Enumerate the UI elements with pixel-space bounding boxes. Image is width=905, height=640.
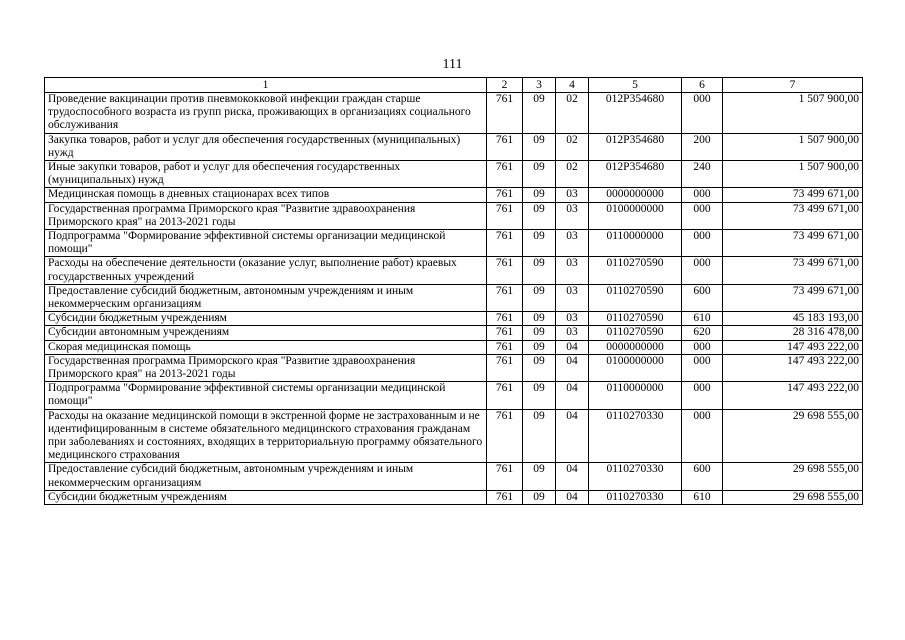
row-sum-cell: 29 698 555,00 (723, 463, 863, 490)
row-col6-cell: 000 (682, 354, 723, 381)
row-sum-cell: 29 698 555,00 (723, 490, 863, 504)
row-col4-cell: 04 (556, 409, 589, 463)
row-col2-cell: 761 (487, 312, 523, 326)
row-sum-cell: 73 499 671,00 (723, 257, 863, 284)
row-col6-cell: 000 (682, 382, 723, 409)
row-col5-cell: 0000000000 (589, 188, 682, 202)
row-sum-cell: 45 183 193,00 (723, 312, 863, 326)
table-row (45, 133, 863, 160)
row-sum-cell: 1 507 900,00 (723, 93, 863, 134)
row-col3-cell: 09 (523, 354, 556, 381)
page-number: 111 (442, 57, 463, 72)
row-name-cell: Медицинская помощь в дневных стационарах всех типов (45, 188, 487, 202)
row-col5-cell: 0110000000 (589, 230, 682, 257)
row-col3-cell: 09 (523, 257, 556, 284)
row-col3-cell: 09 (523, 230, 556, 257)
row-name-cell: Предоставление субсидий бюджетным, автономным учреждениям и иным некоммерческим организациям (45, 284, 487, 311)
row-col4-cell: 04 (556, 382, 589, 409)
row-col3-cell: 09 (523, 312, 556, 326)
row-col2-cell: 761 (487, 230, 523, 257)
row-col4-cell: 03 (556, 312, 589, 326)
row-col4-cell: 02 (556, 161, 589, 188)
row-col2-cell: 761 (487, 354, 523, 381)
row-sum-cell: 29 698 555,00 (723, 409, 863, 463)
row-name-cell: Расходы на обеспечение деятельности (оказание услуг, выполнение работ) краевых государственных учреждений (45, 257, 487, 284)
table-row (45, 382, 863, 409)
row-sum-cell: 73 499 671,00 (723, 230, 863, 257)
row-col4-cell: 04 (556, 463, 589, 490)
table-row (45, 188, 863, 202)
table-row (45, 312, 863, 326)
table-row (45, 257, 863, 284)
row-col6-cell: 000 (682, 202, 723, 229)
row-sum-cell: 73 499 671,00 (723, 284, 863, 311)
row-col3-cell: 09 (523, 340, 556, 354)
table-row (45, 284, 863, 311)
row-col2-cell: 761 (487, 133, 523, 160)
header-cell-1: 1 (45, 78, 487, 93)
row-col5-cell: 0110270590 (589, 284, 682, 311)
row-col4-cell: 04 (556, 354, 589, 381)
row-col6-cell: 000 (682, 257, 723, 284)
table-row (45, 409, 863, 463)
row-col6-cell: 610 (682, 490, 723, 504)
row-name-cell: Подпрограмма "Формирование эффективной системы организации медицинской помощи" (45, 382, 487, 409)
row-col5-cell: 0110270590 (589, 312, 682, 326)
row-name-cell: Расходы на оказание медицинской помощи в экстренной форме не застрахованным и не идентифицированным в системе обязательного медицинского страхования гражданам при заболеваниях и состояниях, входящих в территориальную программу обязательного медицинского страхования (45, 409, 487, 463)
row-name-cell: Скорая медицинская помощь (45, 340, 487, 354)
row-col2-cell: 761 (487, 202, 523, 229)
row-col5-cell: 0110270330 (589, 490, 682, 504)
row-col3-cell: 09 (523, 202, 556, 229)
row-col3-cell: 09 (523, 133, 556, 160)
row-col2-cell: 761 (487, 188, 523, 202)
row-col4-cell: 03 (556, 284, 589, 311)
row-sum-cell: 147 493 222,00 (723, 382, 863, 409)
row-col2-cell: 761 (487, 284, 523, 311)
row-col4-cell: 04 (556, 340, 589, 354)
row-col5-cell: 0110270590 (589, 257, 682, 284)
budget-table (44, 77, 863, 505)
row-col6-cell: 200 (682, 133, 723, 160)
row-col4-cell: 03 (556, 188, 589, 202)
row-name-cell: Подпрограмма "Формирование эффективной системы организации медицинской помощи" (45, 230, 487, 257)
table-row (45, 340, 863, 354)
row-col3-cell: 09 (523, 326, 556, 340)
row-col3-cell: 09 (523, 490, 556, 504)
row-col4-cell: 03 (556, 202, 589, 229)
row-col2-cell: 761 (487, 257, 523, 284)
row-col4-cell: 03 (556, 230, 589, 257)
row-col3-cell: 09 (523, 93, 556, 134)
row-col2-cell: 761 (487, 340, 523, 354)
table-row (45, 354, 863, 381)
row-col6-cell: 600 (682, 284, 723, 311)
row-col6-cell: 000 (682, 188, 723, 202)
row-name-cell: Государственная программа Приморского края "Развитие здравоохранения Приморского края" на 2013-2021 годы (45, 354, 487, 381)
row-col3-cell: 09 (523, 284, 556, 311)
row-col6-cell: 000 (682, 340, 723, 354)
header-cell-5: 5 (589, 78, 682, 93)
row-col6-cell: 610 (682, 312, 723, 326)
table-row (45, 161, 863, 188)
row-sum-cell: 1 507 900,00 (723, 133, 863, 160)
row-col5-cell: 0110270330 (589, 409, 682, 463)
row-col4-cell: 03 (556, 326, 589, 340)
row-col4-cell: 02 (556, 133, 589, 160)
row-col2-cell: 761 (487, 409, 523, 463)
header-row (45, 78, 863, 93)
table-body (45, 93, 863, 505)
table-row (45, 202, 863, 229)
row-name-cell: Субсидии бюджетным учреждениям (45, 312, 487, 326)
table-row (45, 230, 863, 257)
row-col5-cell: 0110270590 (589, 326, 682, 340)
row-col4-cell: 04 (556, 490, 589, 504)
row-col5-cell: 012P354680 (589, 161, 682, 188)
row-col2-cell: 761 (487, 463, 523, 490)
row-col5-cell: 0110000000 (589, 382, 682, 409)
row-col6-cell: 000 (682, 93, 723, 134)
row-col3-cell: 09 (523, 382, 556, 409)
row-col2-cell: 761 (487, 93, 523, 134)
row-name-cell: Субсидии автономным учреждениям (45, 326, 487, 340)
row-col3-cell: 09 (523, 463, 556, 490)
row-col6-cell: 000 (682, 409, 723, 463)
row-sum-cell: 147 493 222,00 (723, 340, 863, 354)
table-row (45, 463, 863, 490)
row-sum-cell: 73 499 671,00 (723, 202, 863, 229)
row-col6-cell: 620 (682, 326, 723, 340)
header-cell-4: 4 (556, 78, 589, 93)
header-cell-2: 2 (487, 78, 523, 93)
header-cell-6: 6 (682, 78, 723, 93)
header-cell-3: 3 (523, 78, 556, 93)
row-col2-cell: 761 (487, 326, 523, 340)
row-sum-cell: 73 499 671,00 (723, 188, 863, 202)
table-row (45, 93, 863, 134)
table-row (45, 490, 863, 504)
row-name-cell: Закупка товаров, работ и услуг для обеспечения государственных (муниципальных) нужд (45, 133, 487, 160)
row-col2-cell: 761 (487, 382, 523, 409)
row-col4-cell: 02 (556, 93, 589, 134)
row-name-cell: Субсидии бюджетным учреждениям (45, 490, 487, 504)
row-col2-cell: 761 (487, 161, 523, 188)
row-col5-cell: 0000000000 (589, 340, 682, 354)
row-sum-cell: 147 493 222,00 (723, 354, 863, 381)
row-col6-cell: 000 (682, 230, 723, 257)
row-col4-cell: 03 (556, 257, 589, 284)
row-col2-cell: 761 (487, 490, 523, 504)
row-col3-cell: 09 (523, 161, 556, 188)
row-sum-cell: 28 316 478,00 (723, 326, 863, 340)
header-cell-7: 7 (723, 78, 863, 93)
row-col5-cell: 0110270330 (589, 463, 682, 490)
row-name-cell: Проведение вакцинации против пневмококковой инфекции граждан старше трудоспособного возраста из групп риска, проживающих в организациях социального обслуживания (45, 93, 487, 134)
row-col3-cell: 09 (523, 188, 556, 202)
row-col6-cell: 240 (682, 161, 723, 188)
row-name-cell: Предоставление субсидий бюджетным, автономным учреждениям и иным некоммерческим организациям (45, 463, 487, 490)
table-row (45, 326, 863, 340)
row-col5-cell: 012P354680 (589, 93, 682, 134)
row-col3-cell: 09 (523, 409, 556, 463)
row-col5-cell: 0100000000 (589, 202, 682, 229)
row-name-cell: Государственная программа Приморского края "Развитие здравоохранения Приморского края" на 2013-2021 годы (45, 202, 487, 229)
row-name-cell: Иные закупки товаров, работ и услуг для обеспечения государственных (муниципальных) нужд (45, 161, 487, 188)
row-col5-cell: 0100000000 (589, 354, 682, 381)
row-col5-cell: 012P354680 (589, 133, 682, 160)
row-sum-cell: 1 507 900,00 (723, 161, 863, 188)
row-col6-cell: 600 (682, 463, 723, 490)
